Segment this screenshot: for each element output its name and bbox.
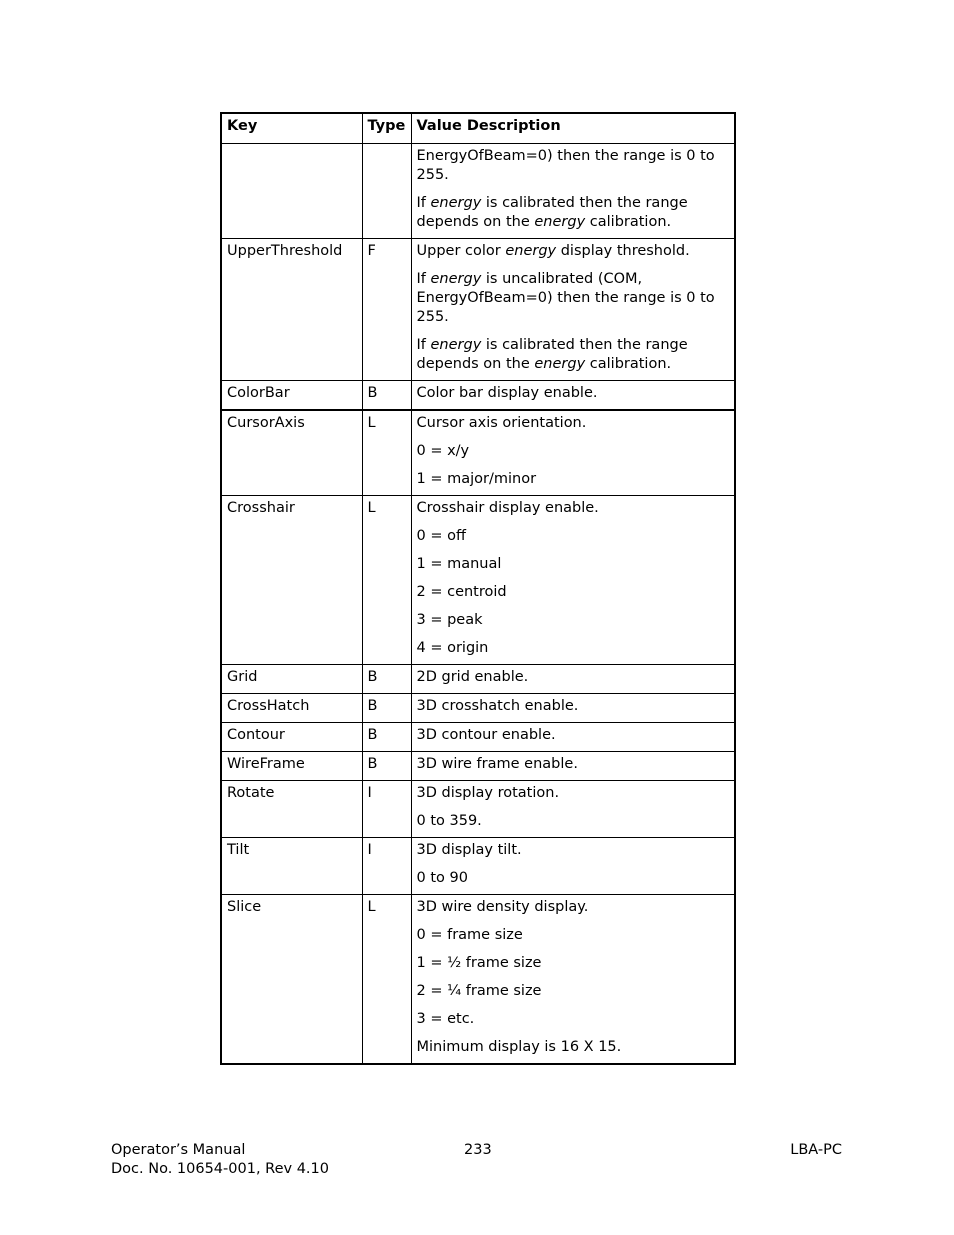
italic-term: energy (430, 337, 482, 353)
cell-key: Crosshair (221, 496, 362, 665)
cell-value-description (411, 665, 735, 694)
text-run: 1 = major/minor (416, 471, 537, 487)
text-run: 0 to 359. (416, 813, 482, 829)
description-paragraph (417, 841, 731, 860)
header-type: Type (362, 113, 411, 144)
text-run: If (416, 271, 431, 287)
table-row (221, 752, 735, 781)
table-row (221, 895, 735, 1065)
table-row (221, 496, 735, 665)
cell-value-description (411, 144, 735, 239)
description-paragraph (417, 639, 731, 658)
cell-key (221, 144, 362, 239)
cell-type: B (362, 665, 411, 694)
description-paragraph (417, 194, 731, 232)
text-run: calibration. (585, 214, 672, 230)
text-run: 1 = manual (416, 556, 502, 572)
text-run: 2 = ¼ frame size (416, 983, 542, 999)
italic-term: energy (430, 195, 482, 211)
cell-value-description (411, 781, 735, 838)
cell-key: WireFrame (221, 752, 362, 781)
description-paragraph (417, 270, 731, 327)
table-row (221, 144, 735, 239)
text-run: If (416, 195, 431, 211)
description-paragraph (417, 555, 731, 574)
cell-value-description (411, 410, 735, 496)
cell-type: B (362, 694, 411, 723)
table-row (221, 723, 735, 752)
description-paragraph (417, 898, 731, 917)
cell-type: B (362, 723, 411, 752)
text-run: Cursor axis orientation. (416, 415, 587, 431)
cell-value-description (411, 496, 735, 665)
table-row (221, 381, 735, 411)
cell-value-description (411, 723, 735, 752)
cell-type: B (362, 752, 411, 781)
footer-manual-title: Operator’s Manual (111, 1142, 246, 1158)
footer-doc-number: Doc. No. 10654-001, Rev 4.10 (111, 1161, 329, 1177)
table-row (221, 694, 735, 723)
text-run: 0 = frame size (416, 927, 523, 943)
cell-value-description (411, 838, 735, 895)
description-paragraph (417, 527, 731, 546)
text-run: Minimum display is 16 X 15. (416, 1039, 622, 1055)
text-run: 0 = x/y (416, 443, 470, 459)
cell-type: F (362, 239, 411, 381)
footer-left (111, 1141, 329, 1179)
text-run: 3 = peak (416, 612, 483, 628)
description-paragraph (417, 668, 731, 687)
text-run: is calibrated then the range depends on the (416, 337, 688, 372)
table-row (221, 665, 735, 694)
description-paragraph (417, 954, 731, 973)
table-row (221, 410, 735, 496)
footer-page-number (464, 1141, 492, 1160)
cell-key: UpperThreshold (221, 239, 362, 381)
page-number: 233 (464, 1142, 492, 1158)
cell-value-description (411, 895, 735, 1065)
description-paragraph (417, 1010, 731, 1029)
table-row (221, 838, 735, 895)
description-paragraph (417, 926, 731, 945)
text-run: Color bar display enable. (416, 385, 598, 401)
italic-term: energy (430, 271, 482, 287)
text-run: 4 = origin (416, 640, 489, 656)
cell-value-description (411, 239, 735, 381)
description-paragraph (417, 499, 731, 518)
cell-key: Contour (221, 723, 362, 752)
italic-term: energy (534, 214, 586, 230)
text-run: 2 = centroid (416, 584, 507, 600)
footer-right (790, 1141, 842, 1160)
description-paragraph (417, 784, 731, 803)
cell-type (362, 144, 411, 239)
description-paragraph (417, 611, 731, 630)
text-run: Crosshair display enable. (416, 500, 599, 516)
text-run: 3D crosshatch enable. (416, 698, 579, 714)
table-row (221, 239, 735, 381)
text-run: 3D contour enable. (416, 727, 556, 743)
cell-value-description (411, 694, 735, 723)
italic-term: energy (505, 243, 557, 259)
cell-key: CrossHatch (221, 694, 362, 723)
cell-key: Rotate (221, 781, 362, 838)
text-run: 2D grid enable. (416, 669, 529, 685)
description-paragraph (417, 583, 731, 602)
cell-key: Slice (221, 895, 362, 1065)
footer-product-name: LBA-PC (790, 1142, 842, 1158)
cell-type: B (362, 381, 411, 411)
text-run: calibration. (585, 356, 672, 372)
parameter-table (220, 112, 736, 1065)
description-paragraph (417, 470, 731, 489)
description-paragraph (417, 242, 731, 261)
description-paragraph (417, 384, 731, 403)
text-run: is uncalibrated (COM, EnergyOfBeam=0) then the range is 0 to 255. (416, 271, 715, 325)
cell-key: ColorBar (221, 381, 362, 411)
cell-key: CursorAxis (221, 410, 362, 496)
table-row (221, 781, 735, 838)
description-paragraph (417, 147, 731, 185)
description-paragraph (417, 697, 731, 716)
text-run: 3D wire density display. (416, 899, 589, 915)
italic-term: energy (534, 356, 586, 372)
text-run: If (416, 337, 431, 353)
table-header-row (221, 113, 735, 144)
table-body (221, 144, 735, 1065)
text-run: 3D display tilt. (416, 842, 522, 858)
cell-value-description (411, 752, 735, 781)
cell-type: L (362, 410, 411, 496)
text-run: 0 to 90 (416, 870, 468, 886)
text-run: 3D display rotation. (416, 785, 560, 801)
description-paragraph (417, 442, 731, 461)
cell-value-description (411, 381, 735, 411)
text-run: Upper color (416, 243, 506, 259)
header-key: Key (221, 113, 362, 144)
text-run: 0 = off (416, 528, 466, 544)
cell-key: Tilt (221, 838, 362, 895)
text-run: is calibrated then the range depends on the (416, 195, 688, 230)
description-paragraph (417, 414, 731, 433)
text-run: 3 = etc. (416, 1011, 475, 1027)
description-paragraph (417, 812, 731, 831)
description-paragraph (417, 755, 731, 774)
cell-type: L (362, 496, 411, 665)
description-paragraph (417, 869, 731, 888)
cell-key: Grid (221, 665, 362, 694)
cell-type: I (362, 781, 411, 838)
text-run: display threshold. (556, 243, 690, 259)
text-run: 3D wire frame enable. (416, 756, 578, 772)
header-value-description: Value Description (411, 113, 735, 144)
description-paragraph (417, 336, 731, 374)
text-run: 1 = ½ frame size (416, 955, 542, 971)
cell-type: I (362, 838, 411, 895)
description-paragraph (417, 1038, 731, 1057)
description-paragraph (417, 982, 731, 1001)
description-paragraph (417, 726, 731, 745)
cell-type: L (362, 895, 411, 1065)
text-run: EnergyOfBeam=0) then the range is 0 to 255. (416, 148, 715, 183)
